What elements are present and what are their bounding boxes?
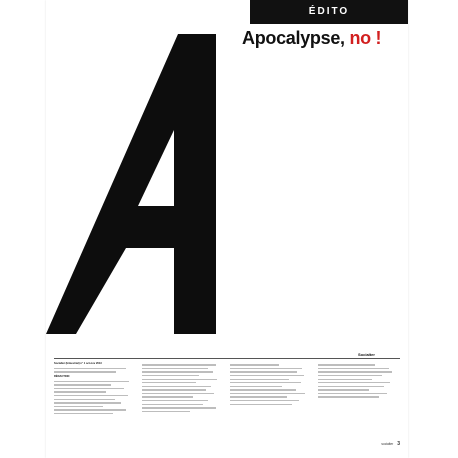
article-signature: Socialter [358,352,375,357]
title-accent: no ! [349,28,382,48]
section-label: ÉDITO [308,6,350,17]
title-main: Apocalypse, [242,28,350,48]
credits-column-3 [230,362,312,432]
page-number: 3 [397,441,400,447]
page-footer [381,441,400,447]
credits-column-1 [54,362,136,432]
credits-column-2 [142,362,224,432]
credits-block [54,362,400,432]
section-header-bar [250,0,408,24]
credits-divider [54,358,400,359]
credits-column-4 [318,362,400,432]
article-title [242,28,381,49]
footer-brand: socialter [381,442,394,446]
credits-heading-2: RÉDACTION [54,374,70,378]
credits-heading: Socialter (bimestriel) n° 1 oct-nov 2013 [54,362,102,365]
decorative-letter-a [46,34,216,334]
magazine-page [46,0,408,458]
